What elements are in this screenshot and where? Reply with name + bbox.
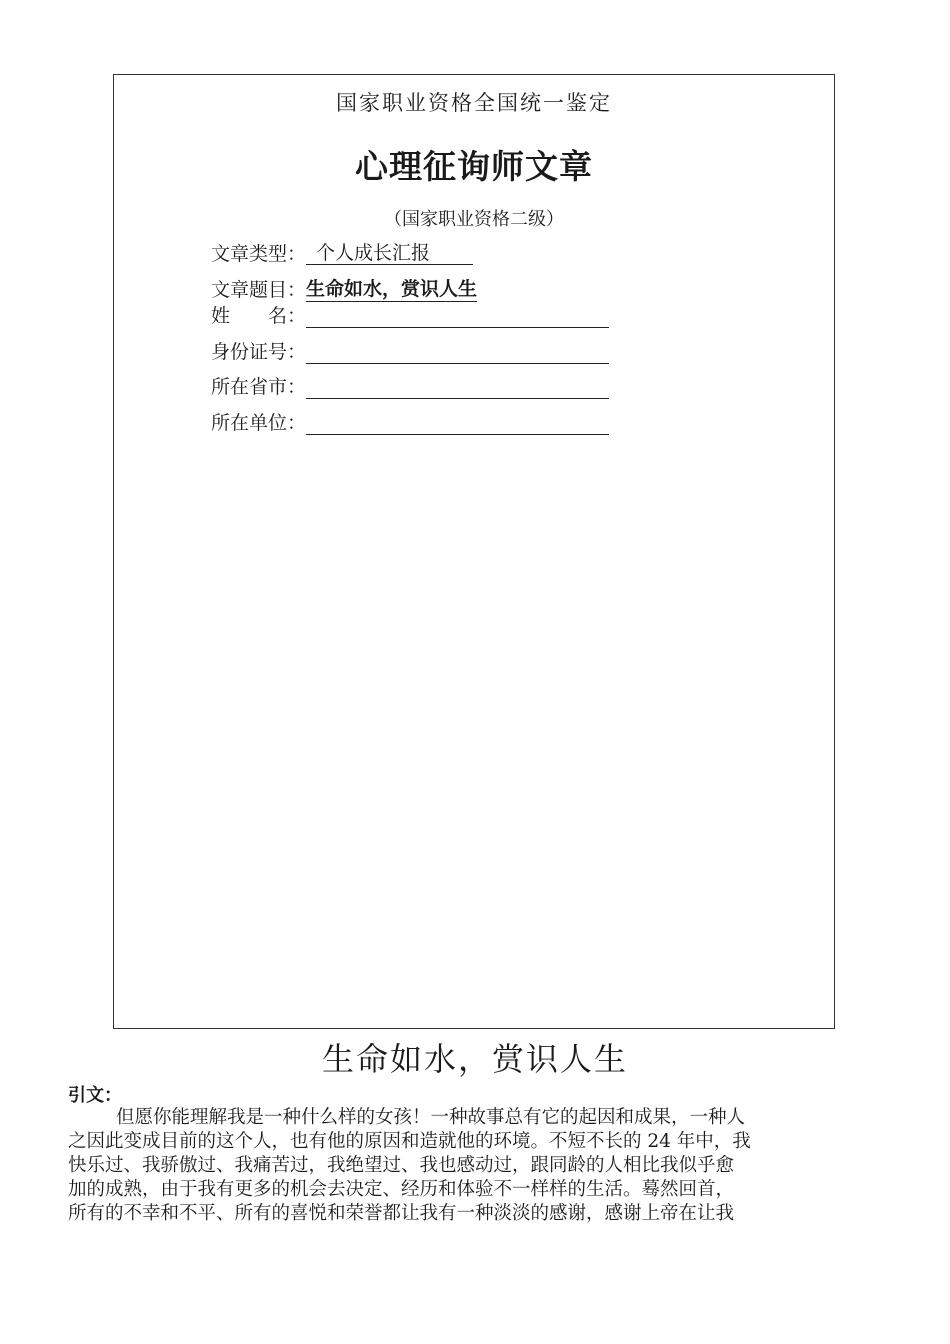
field-province-city <box>211 374 609 400</box>
cover-page-frame <box>113 74 835 1029</box>
field-organization-value <box>306 410 609 435</box>
cover-title: 心理征询师文章 <box>355 147 593 186</box>
field-name-value <box>306 303 609 328</box>
paragraph-line: 所有的不幸和不平、所有的喜悦和荣誉都让我有一种淡淡的感谢，感谢上帝在让我 <box>68 1203 735 1224</box>
cover-header: 国家职业资格全国统一鉴定 <box>336 91 612 115</box>
field-id-number <box>211 339 609 365</box>
intro-label: 引文： <box>68 1085 122 1106</box>
field-organization <box>211 410 609 436</box>
field-article-topic-label: 文章题目： <box>211 279 307 301</box>
paragraph-line: 之因此变成目前的这个人，也有他的原因和造就他的环境。不短不长的 24 年中，我 <box>68 1131 751 1152</box>
field-article-type <box>211 241 473 267</box>
field-organization-label: 所在单位： <box>211 412 307 434</box>
field-id-number-label: 身份证号： <box>211 341 307 363</box>
field-province-city-value <box>306 374 609 399</box>
field-article-topic-value: 生命如水，赏识人生 <box>306 278 478 300</box>
field-article-topic <box>211 277 477 303</box>
document-title: 生命如水，赏识人生 <box>321 1040 628 1078</box>
field-name-label: 姓 名： <box>211 305 307 327</box>
paragraph-line: 但愿你能理解我是一种什么样的女孩！一种故事总有它的起因和成果，一种人 <box>116 1107 746 1128</box>
field-article-type-value: 个人成长汇报 <box>306 241 473 265</box>
field-id-number-value <box>306 339 609 364</box>
paragraph-line: 加的成熟，由于我有更多的机会去决定、经历和体验不一样样的生活。蓦然回首， <box>68 1179 735 1200</box>
field-province-city-label: 所在省市： <box>211 376 307 398</box>
paragraph-line: 快乐过、我骄傲过、我痛苦过，我绝望过、我也感动过，跟同龄的人相比我似乎愈 <box>68 1155 735 1176</box>
cover-subtitle: （国家职业资格二级） <box>384 209 564 230</box>
field-name <box>211 303 609 329</box>
field-article-type-label: 文章类型： <box>211 243 307 265</box>
intro-paragraph <box>68 1106 883 1226</box>
